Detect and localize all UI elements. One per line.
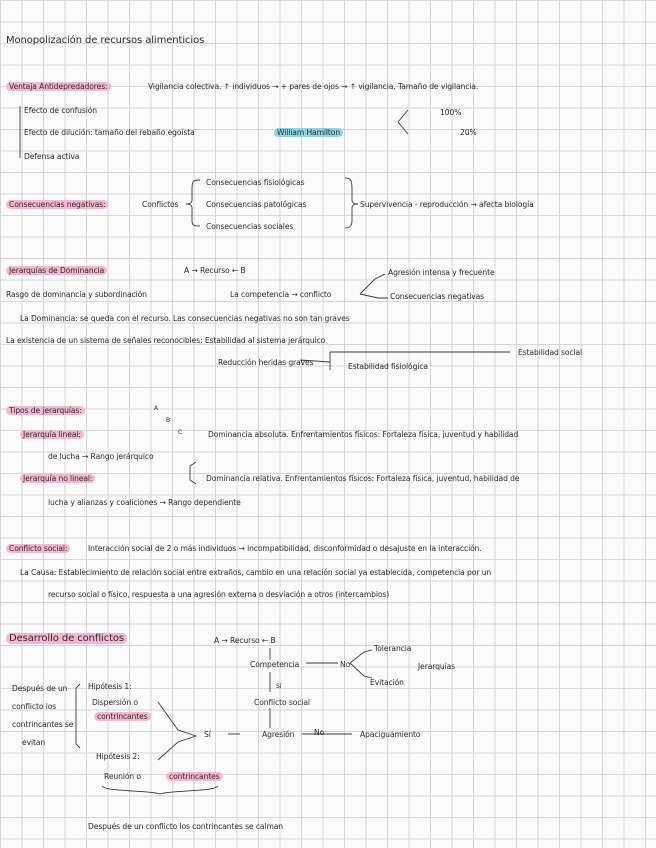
desarrollo-contrincantes-2-wrap [166, 772, 223, 782]
tipos-lineal-label [20, 430, 84, 440]
conflicto-social-text: Interacción social de 2 o más individuos → incompatibilidad, disconformidad o desajuste en la interacción. [88, 544, 482, 553]
jerarquias-estabilidad-social: Estabilidad social [518, 348, 583, 357]
desarrollo-conflicto-social: Conflicto social [254, 698, 310, 707]
desarrollo-reunion: Reunión o [104, 772, 141, 781]
ventajas-item-2: Efecto de dilución: tamaño del rebaño egoísta [24, 128, 195, 137]
consecuencias-item-1: Consecuencias fisiológicas [206, 178, 305, 187]
jerarquias-estabilidad: Estabilidad fisiológica [348, 362, 428, 371]
consecuencias-result: Supervivencia - reproducción → afecta biología [360, 200, 534, 209]
desarrollo-scheme: A → Recurso ← B [214, 636, 276, 645]
tipos-nolineal-label [20, 474, 95, 484]
consecuencias-label [6, 200, 108, 210]
desarrollo-hipotesis-1: Hipótesis 1: [88, 682, 132, 691]
tipos-abc-b: B [166, 417, 171, 424]
desarrollo-contrincantes-wrap [94, 712, 151, 722]
desarrollo-dispersion: Dispersión o [92, 698, 138, 707]
tipos-lineal-text: Dominancia absoluta. Enfrentamientos físicos: Fortaleza física, juventud y habilidad [208, 430, 519, 439]
tipos-heading: Tipos de jerarquías: [6, 406, 85, 415]
desarrollo-evitacion: Evitación [370, 678, 404, 687]
page-title: Monopolización de recursos alimenticios [6, 35, 205, 46]
ventajas-text: Vigilancia colectiva. ↑ individuos → + pares de ojos → ↑ vigilancia. Tamaño de vigilancia. [148, 82, 479, 91]
conflicto-social-heading: Conflicto social: [6, 544, 70, 553]
consecuencias-heading: Consecuencias negativas: [6, 200, 108, 209]
jerarquias-line-1: Rasgo de dominancia y subordinación [6, 290, 147, 299]
desarrollo-no: No [340, 660, 351, 669]
desarrollo-si-2: Sí [204, 730, 211, 739]
jerarquias-out-1: Agresión intensa y frecuente [388, 268, 495, 277]
jerarquias-reduccion: Reducción heridas graves [218, 358, 314, 367]
desarrollo-contrincantes-2: contrincantes [166, 772, 223, 781]
desarrollo-side-note-2: conflicto los [12, 702, 57, 711]
desarrollo-footer: Después de un conflicto los contrincantes se calman [88, 822, 284, 831]
tipos-abc-c: C [178, 429, 183, 436]
ventajas-item-3: Defensa activa [24, 152, 80, 161]
ventajas-pct-2: 20% [460, 128, 477, 137]
ventajas-heading: Ventaja Antidepredadores: [6, 82, 111, 91]
tipos-label [6, 406, 85, 416]
tipos-nolineal-text: Dominancia relativa. Enfrentamientos físicos: Fortaleza física, juventud, habilidad de [206, 474, 520, 483]
tipos-nolineal-text-2: lucha y alianzas y coaliciones → Rango dependiente [48, 498, 241, 507]
tipos-lineal-heading: Jerarquía lineal: [20, 430, 84, 439]
jerarquias-heading: Jerarquías de Dominancia [6, 266, 107, 275]
desarrollo-no-2: No [314, 728, 325, 737]
desarrollo-apaciguamiento: Apaciguamiento [360, 730, 421, 739]
ventajas-author: William Hamilton [274, 128, 343, 137]
consecuencias-item-3: Consecuencias sociales [206, 222, 294, 231]
desarrollo-agresion: Agresión [262, 730, 295, 739]
consecuencias-conflictos: Conflictos [142, 200, 179, 209]
desarrollo-competencia: Competencia [250, 660, 300, 669]
desarrollo-hipotesis-2: Hipótesis 2: [96, 752, 140, 761]
desarrollo-side-note-3: contrincantes se [12, 720, 74, 729]
jerarquias-label [6, 266, 107, 276]
desarrollo-tolerancia: Tolerancia [374, 644, 412, 653]
desarrollo-contrincantes: contrincantes [94, 712, 151, 721]
conflicto-social-causas-2: recurso social o físico, respuesta a una agresión externa o desviación a otros (intercambios) [48, 590, 390, 599]
jerarquias-line-3: La existencia de un sistema de señales reconocibles: Estabilidad al sistema jerárquico [6, 336, 326, 345]
jerarquias-out-2: Consecuencias negativas [390, 292, 485, 301]
ventajas-author-badge [274, 128, 343, 138]
desarrollo-heading: Desarrollo de conflictos [6, 633, 127, 644]
tipos-lineal-text-2: de lucha → Rango jerárquico [48, 452, 154, 461]
consecuencias-item-2: Consecuencias patológicas [206, 200, 307, 209]
tipos-nolineal-heading: Jerarquía no lineal: [20, 474, 95, 483]
ventajas-pct-1: 100% [440, 108, 462, 117]
desarrollo-jerarquias: Jerarquías [418, 662, 456, 671]
tipos-abc-a: A [154, 405, 159, 412]
jerarquias-competencia: La competencia → conflicto [230, 290, 332, 299]
desarrollo-side-note-4: evitan [22, 738, 46, 747]
conflicto-social-causas: La Causa: Establecimiento de relación social entre extraños, cambio en una relación social ya establecida, competencia por un [20, 568, 492, 577]
jerarquias-scheme: A → Recurso ← B [184, 266, 246, 275]
conflicto-social-label [6, 544, 70, 554]
ventajas-label [6, 82, 111, 92]
desarrollo-side-note-1: Después de un [12, 684, 68, 693]
desarrollo-label [6, 634, 127, 644]
desarrollo-si: Sí [276, 683, 282, 690]
ventajas-item-1: Efecto de confusión [24, 106, 98, 115]
jerarquias-line-2: La Dominancia: se queda con el recurso. Las consecuencias negativas no son tan graves [20, 314, 350, 323]
